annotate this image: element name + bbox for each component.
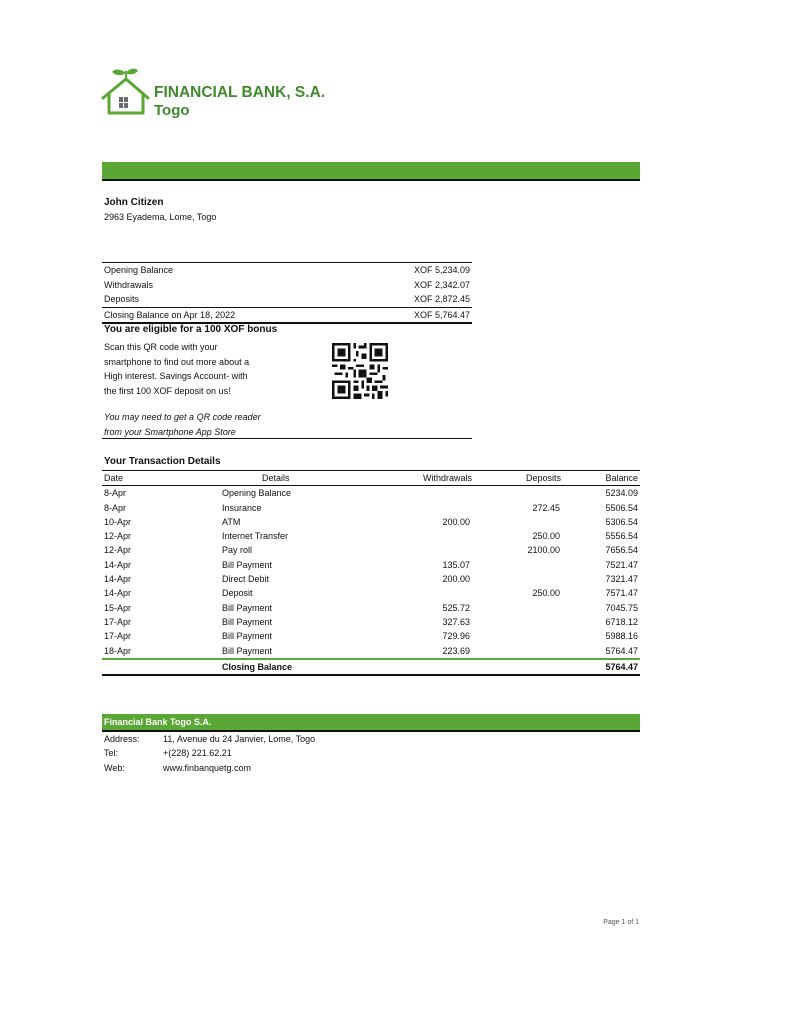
transactions-header-row xyxy=(102,471,640,486)
table-row xyxy=(102,529,640,543)
cell-details: Bill Payment xyxy=(222,645,273,656)
promo-text xyxy=(104,340,304,398)
summary-label: Deposits xyxy=(104,294,140,304)
footer-web xyxy=(104,763,251,773)
customer-name: John Citizen xyxy=(104,197,164,208)
summary-value: XOF 2,342.07 xyxy=(413,279,470,290)
summary-row-closing xyxy=(102,307,472,325)
table-row xyxy=(102,586,640,600)
footer-address-label: Address: xyxy=(104,734,140,744)
promo-divider xyxy=(102,438,472,439)
cell-balance: 6718.12 xyxy=(605,616,638,627)
cell-details: Bill Payment xyxy=(222,559,273,570)
summary-label: Closing Balance on Apr 18, 2022 xyxy=(104,309,236,320)
cell-details: Deposit xyxy=(222,588,253,599)
table-row xyxy=(102,558,640,572)
summary-row-opening xyxy=(102,263,472,278)
header-deposits: Deposits xyxy=(525,473,561,483)
table-row xyxy=(102,629,640,643)
cell-details: Internet Transfer xyxy=(222,531,289,542)
cell-balance: 7521.47 xyxy=(605,559,638,570)
cell-balance: 7571.47 xyxy=(605,588,638,599)
table-row xyxy=(102,515,640,529)
header-balance: Balance xyxy=(605,473,638,483)
summary-value: XOF 2,872.45 xyxy=(413,294,470,304)
table-row xyxy=(102,572,640,586)
cell-deposit: 272.45 xyxy=(532,502,560,513)
transactions-title: Your Transaction Details xyxy=(104,456,221,467)
cell-balance: 7321.47 xyxy=(605,574,638,585)
cell-details: Opening Balance xyxy=(222,488,292,499)
table-row xyxy=(102,486,640,500)
customer-address: 2963 Eyadema, Lome, Togo xyxy=(104,212,217,222)
cell-deposit: 250.00 xyxy=(532,588,560,599)
cell-balance: 5556.54 xyxy=(605,531,638,542)
promo-line: smartphone to find out more about a xyxy=(104,356,250,367)
promo-line: Scan this QR code with your xyxy=(104,342,218,352)
summary-row-withdrawals xyxy=(102,278,472,293)
cell-balance: 5988.16 xyxy=(605,631,638,642)
cell-balance: 7045.75 xyxy=(605,602,638,613)
cell-balance: 5306.54 xyxy=(605,516,638,527)
promo-line: High interest. Savings Account- with xyxy=(104,371,248,381)
table-row xyxy=(102,601,640,615)
cell-withdrawal: 223.69 xyxy=(442,645,470,656)
closing-balance-label: Closing Balance xyxy=(222,661,293,672)
cell-date: 14-Apr xyxy=(104,574,132,585)
cell-withdrawal: 729.96 xyxy=(442,631,470,642)
summary-value: XOF 5,234.09 xyxy=(413,265,470,275)
promo-note-line: from your Smartphone App Store xyxy=(104,427,236,437)
promo-title: You are eligible for a 100 XOF bonus xyxy=(104,324,278,335)
cell-date: 12-Apr xyxy=(104,545,132,556)
footer-web-label: Web: xyxy=(104,763,125,773)
cell-date: 18-Apr xyxy=(104,645,132,656)
cell-details: Bill Payment xyxy=(222,616,273,627)
header-date: Date xyxy=(104,473,124,483)
header-withdrawals: Withdrawals xyxy=(422,473,472,483)
bank-country: Togo xyxy=(154,102,190,119)
cell-date: 17-Apr xyxy=(104,631,132,642)
cell-date: 14-Apr xyxy=(104,588,132,599)
table-row xyxy=(102,644,640,658)
cell-withdrawal: 200.00 xyxy=(442,516,470,527)
footer-address-value: 11, Avenue du 24 Janvier, Lome, Togo xyxy=(163,734,316,744)
cell-withdrawal: 327.63 xyxy=(442,616,470,627)
cell-withdrawal: 525.72 xyxy=(442,602,470,613)
cell-balance: 7656.54 xyxy=(605,545,638,556)
table-row xyxy=(102,543,640,557)
summary-value: XOF 5,764.47 xyxy=(413,309,470,320)
summary-row-deposits xyxy=(102,292,472,307)
summary-label: Withdrawals xyxy=(104,279,154,290)
cell-date: 8-Apr xyxy=(104,502,127,513)
cell-details: Bill Payment xyxy=(222,631,273,642)
balance-summary xyxy=(102,262,472,324)
closing-balance-row xyxy=(102,658,640,676)
bank-name: FINANCIAL BANK, S.A. xyxy=(154,84,326,101)
footer-tel xyxy=(104,748,232,758)
footer-tel-label: Tel: xyxy=(104,748,119,758)
closing-balance-value: 5764.47 xyxy=(605,661,638,672)
cell-balance: 5234.09 xyxy=(605,488,638,499)
cell-deposit: 250.00 xyxy=(532,531,560,542)
cell-balance: 5764.47 xyxy=(605,645,638,656)
cell-date: 12-Apr xyxy=(104,531,132,542)
cell-date: 10-Apr xyxy=(104,516,132,527)
header-details: Details xyxy=(262,473,290,483)
footer-title: Financial Bank Togo S.A. xyxy=(104,717,212,727)
cell-details: ATM xyxy=(222,516,241,527)
cell-details: Direct Debit xyxy=(222,574,270,585)
cell-details: Insurance xyxy=(222,502,262,513)
header-band xyxy=(102,162,640,181)
qr-code-icon xyxy=(332,343,388,399)
table-row xyxy=(102,615,640,629)
cell-date: 15-Apr xyxy=(104,602,132,613)
cell-date: 14-Apr xyxy=(104,559,132,570)
cell-date: 8-Apr xyxy=(104,488,127,499)
transactions-table xyxy=(102,470,640,676)
cell-details: Bill Payment xyxy=(222,602,273,613)
footer-tel-value: +(228) 221.62.21 xyxy=(163,748,232,758)
promo-line: the first 100 XOF deposit on us! xyxy=(104,385,231,396)
table-row xyxy=(102,501,640,515)
footer-web-link[interactable]: www.finbanquetg.com xyxy=(163,763,252,773)
cell-deposit: 2100.00 xyxy=(527,545,560,556)
cell-withdrawal: 135.07 xyxy=(442,559,470,570)
summary-label: Opening Balance xyxy=(104,265,174,275)
footer-address xyxy=(104,734,315,744)
cell-details: Pay roll xyxy=(222,545,253,556)
promo-note-line: You may need to get a QR code reader xyxy=(104,412,261,422)
page-number: Page 1 of 1 xyxy=(603,919,639,926)
promo-note xyxy=(104,410,324,440)
cell-withdrawal: 200.00 xyxy=(442,574,470,585)
cell-balance: 5506.54 xyxy=(605,502,638,513)
cell-date: 17-Apr xyxy=(104,616,132,627)
